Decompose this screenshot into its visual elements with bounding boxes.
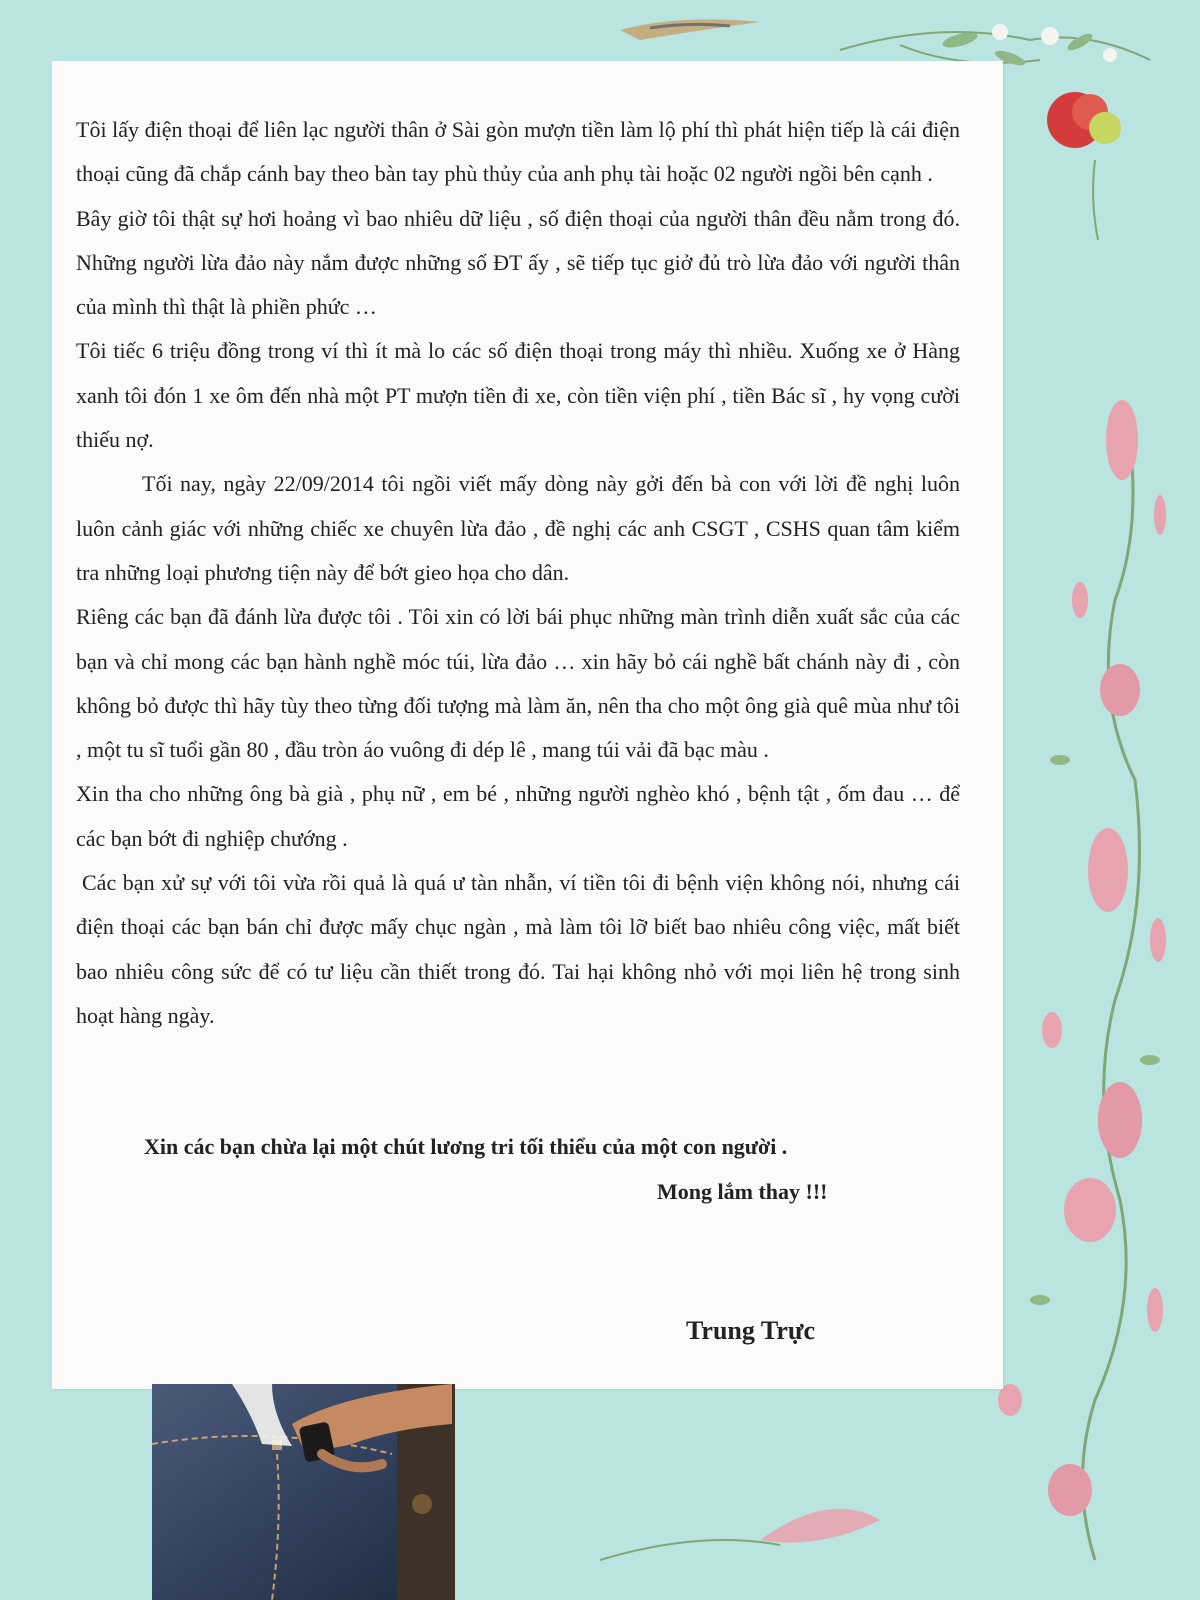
closing-line: Xin các bạn chừa lại một chút lương tri tối thiểu của một con người . (144, 1134, 788, 1159)
brush-stroke (620, 19, 760, 40)
paragraph: Tối nay, ngày 22/09/2014 tôi ngồi viết mấy dòng này gởi đến bà con với lời đề nghị luôn luôn cảnh giác với những chiếc xe chuyên lừa đảo , đề nghị các anh CSGT , CSHS quan tâm kiểm tra những loại phương tiện này để bớt gieo họa cho dân. (76, 471, 960, 585)
letter-body (76, 108, 960, 1038)
paragraph: Tôi tiếc 6 triệu đồng trong ví thì ít mà lo các số điện thoại trong máy thì nhiều. Xuống xe ở Hàng xanh tôi đón 1 xe ôm đến nhà một PT mượn tiền đi xe, còn tiền viện phí , tiền Bác sĩ , hy vọng cười thiếu nợ. (76, 338, 960, 453)
paragraph: Riêng các bạn đã đánh lừa được tôi . Tôi xin có lời bái phục những màn trình diễn xuất sắc của các bạn và chỉ mong các bạn hành nghề móc túi, lừa đảo … xin hãy bỏ cái nghề bất chánh này đi , còn không bỏ được thì hãy tùy theo từng đối tượng mà làm ăn, nên tha cho một ông già quê mùa như tôi , một tu sĩ tuổi gần 80 , đầu tròn áo vuông đi dép lê , mang túi vải đã bạc màu . (76, 604, 960, 763)
signature: Trung Trực (686, 1316, 815, 1345)
pickpocket-photo-icon (152, 1384, 455, 1600)
paragraph: Các bạn xử sự với tôi vừa rồi quả là quá ư tàn nhẫn, ví tiền tôi đi bệnh viện không nói, nhưng cái điện thoại các bạn bán chỉ được mấy chục ngàn , mà làm tôi lỡ biết bao nhiêu công việc, mất biết bao nhiêu công sức để có tư liệu cần thiết trong đó. Tai hại không nhỏ với mọi liên hệ trong sinh hoạt hàng ngày. (76, 870, 960, 1028)
paragraph: Bây giờ tôi thật sự hơi hoảng vì bao nhiêu dữ liệu , số điện thoại của người thân đều nằm trong đó. Những người lừa đảo này nắm được những số ĐT ấy , sẽ tiếp tục giở đủ trò lừa đảo với người thân của mình thì thật là phiền phức … (76, 205, 960, 320)
paragraph: Tôi lấy điện thoại để liên lạc người thân ở Sài gòn mượn tiền làm lộ phí thì phát hiện tiếp là cái điện thoại cũng đã chắp cánh bay theo bàn tay phù thủy của anh phụ tài hoặc 02 người ngồi bên cạnh . (76, 117, 960, 187)
closing-exclamation: Mong lắm thay !!! (657, 1179, 828, 1204)
paragraph: Xin tha cho những ông bà già , phụ nữ , em bé , những người nghèo khó , bệnh tật , ốm đau … để các bạn bớt đi nghiệp chướng . (76, 781, 960, 851)
